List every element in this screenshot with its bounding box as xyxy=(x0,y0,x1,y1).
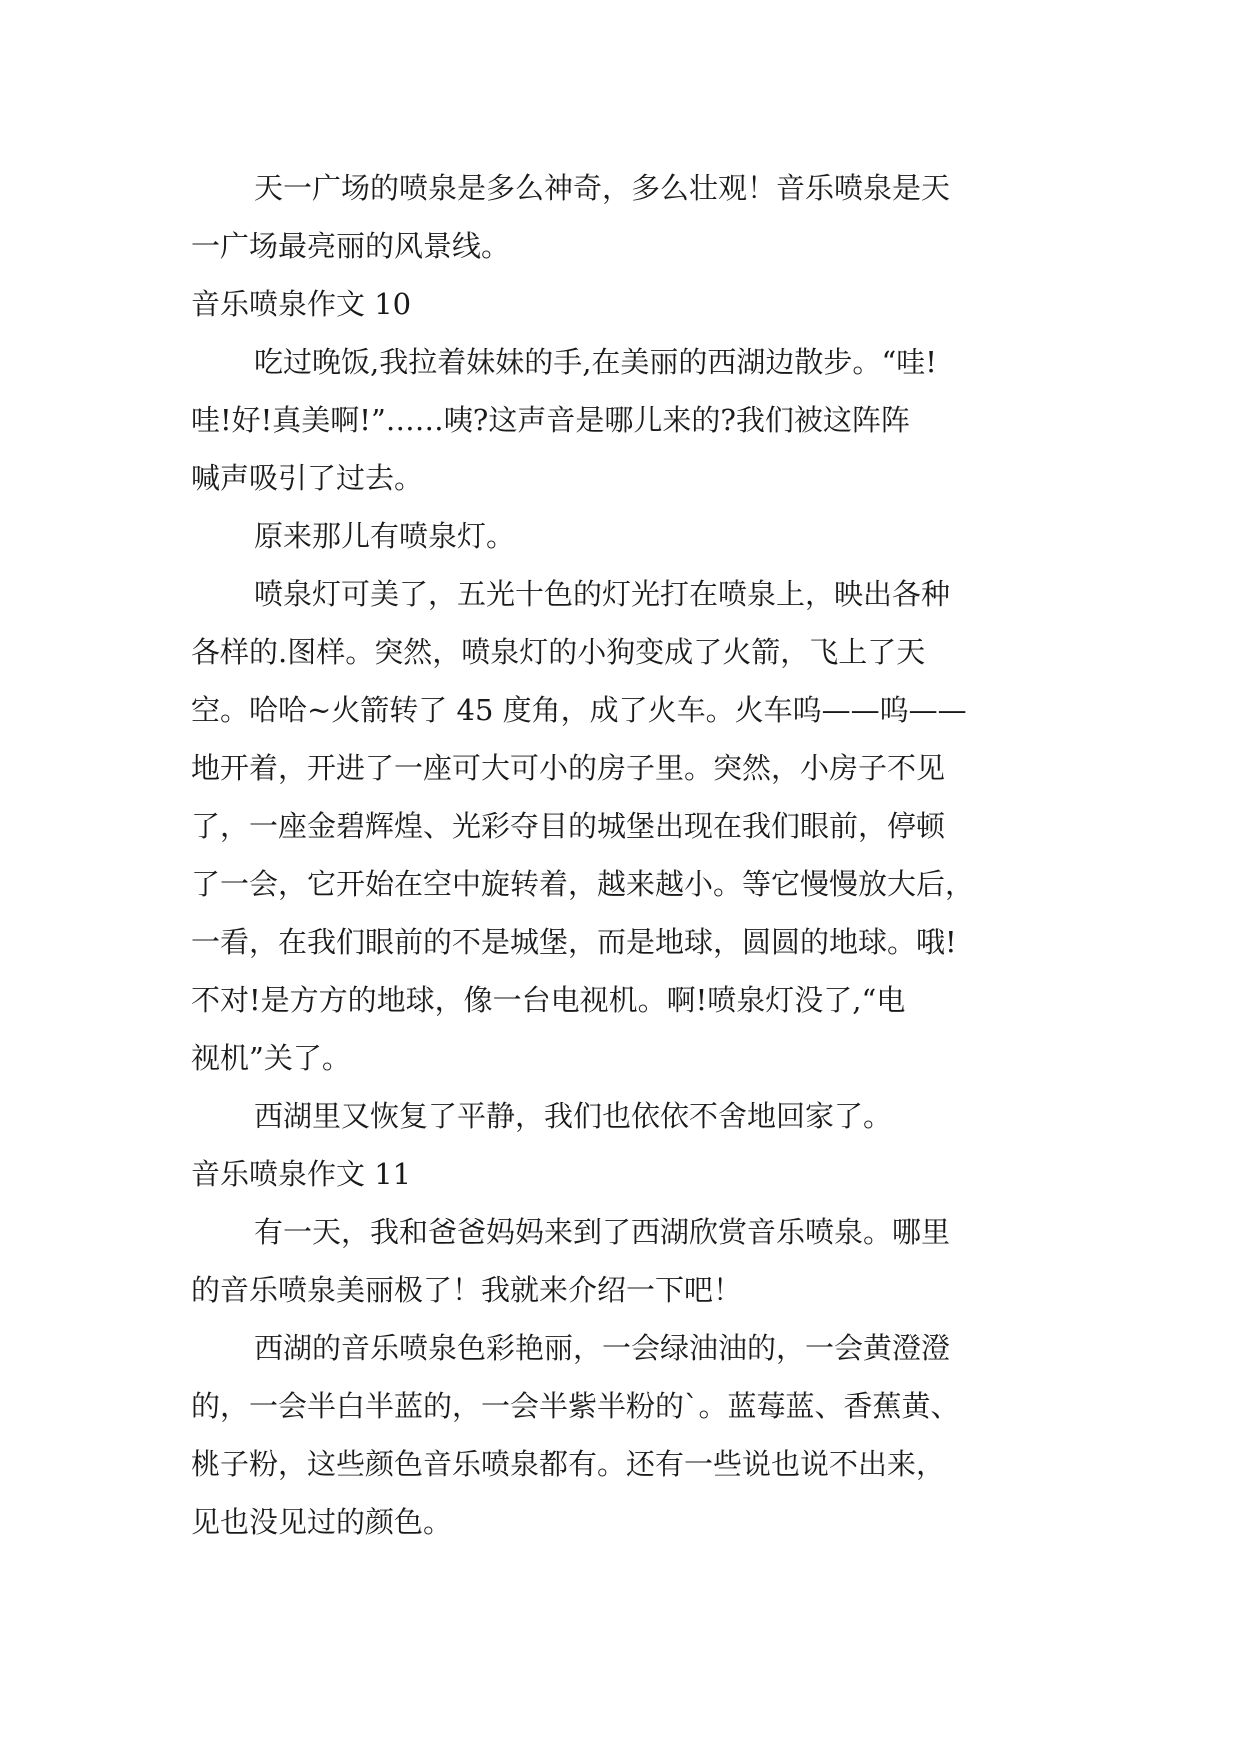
paragraph-line: 吃过晚饭,我拉着妹妹的手,在美丽的西湖边散步。“哇! xyxy=(254,345,937,379)
paragraph-line: 了，一座金碧辉煌、光彩夺目的城堡出现在我们眼前，停顿 xyxy=(191,809,946,843)
paragraph-line: 了一会，它开始在空中旋转着，越来越小。等它慢慢放大后， xyxy=(191,867,975,901)
paragraph-line: 喷泉灯可美了，五光十色的灯光打在喷泉上，映出各种 xyxy=(254,577,951,611)
paragraph-line: 天一广场的喷泉是多么神奇，多么壮观！音乐喷泉是天 xyxy=(254,171,951,205)
paragraph-line: 各样的.图样。突然，喷泉灯的小狗变成了火箭，飞上了天 xyxy=(191,635,926,669)
paragraph-line: 见也没见过的颜色。 xyxy=(191,1505,453,1539)
paragraph-line: 一看，在我们眼前的不是城堡，而是地球，圆圆的地球。哦! xyxy=(191,925,957,959)
paragraph-line: 一广场最亮丽的风景线。 xyxy=(191,229,511,263)
paragraph-line: 不对!是方方的地球，像一台电视机。啊!喷泉灯没了,“电 xyxy=(191,983,906,1017)
paragraph-line: 原来那儿有喷泉灯。 xyxy=(254,519,516,553)
section-heading: 音乐喷泉作文 10 xyxy=(191,287,412,321)
paragraph-line: 的音乐喷泉美丽极了！我就来介绍一下吧！ xyxy=(191,1273,743,1307)
paragraph-line: 有一天，我和爸爸妈妈来到了西湖欣赏音乐喷泉。哪里 xyxy=(254,1215,951,1249)
paragraph-line: 西湖的音乐喷泉色彩艳丽，一会绿油油的，一会黄澄澄 xyxy=(254,1331,951,1365)
paragraph-line: 的，一会半白半蓝的，一会半紫半粉的`。蓝莓蓝、香蕉黄、 xyxy=(191,1389,960,1423)
paragraph-line: 桃子粉，这些颜色音乐喷泉都有。还有一些说也说不出来， xyxy=(191,1447,946,1481)
section-heading: 音乐喷泉作文 11 xyxy=(191,1157,412,1191)
paragraph-line: 哇!好!真美啊!”……咦?这声音是哪儿来的?我们被这阵阵 xyxy=(191,403,910,437)
paragraph-line: 西湖里又恢复了平静，我们也依依不舍地回家了。 xyxy=(254,1099,893,1133)
paragraph-line: 空。哈哈~火箭转了 45 度角，成了火车。火车呜——呜—— xyxy=(191,693,967,727)
paragraph-line: 视机”关了。 xyxy=(191,1041,351,1075)
paragraph-line: 地开着，开进了一座可大可小的房子里。突然，小房子不见 xyxy=(191,751,946,785)
paragraph-line: 喊声吸引了过去。 xyxy=(191,461,424,495)
